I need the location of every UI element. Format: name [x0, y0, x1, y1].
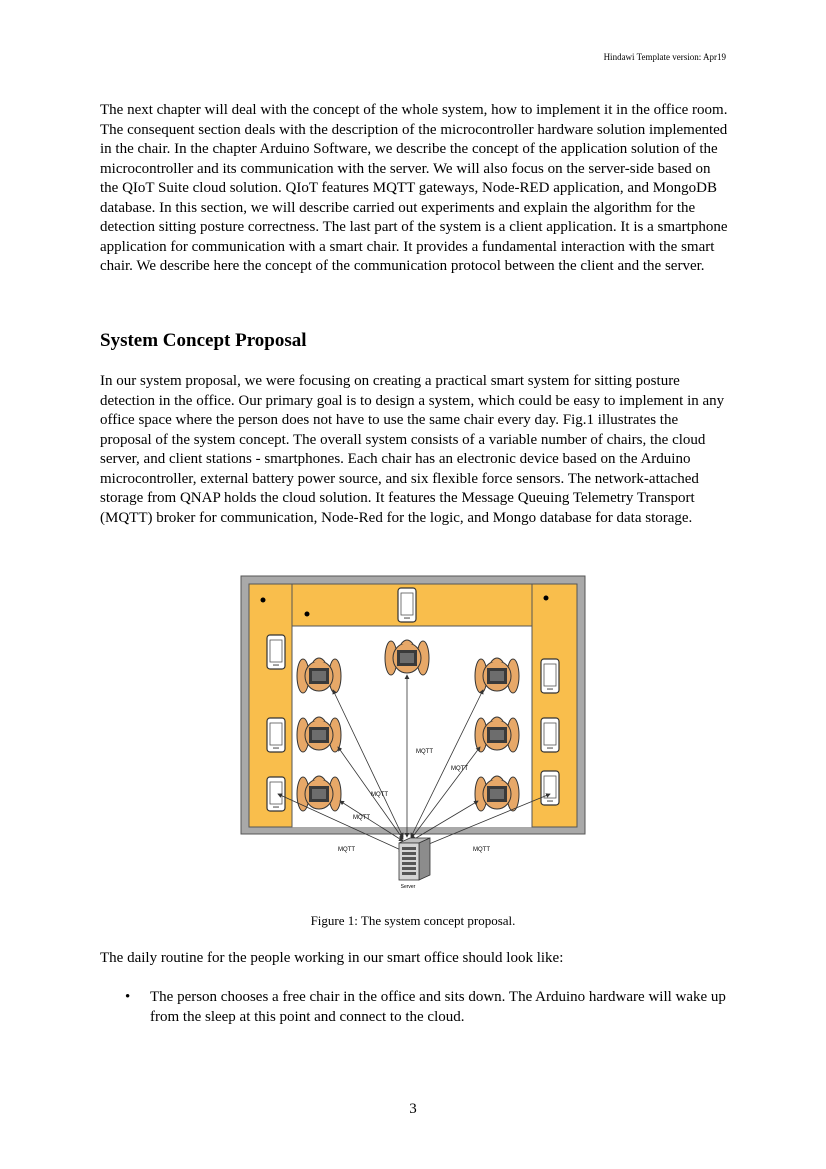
- mqtt-label: MQTT: [338, 847, 355, 853]
- intro-paragraph: The next chapter will deal with the concept of the whole system, how to implement it in the office room. The consequent section deals with the description of the microcontroller hardware solution implemented in the chair. In the chapter Arduino Software, we describe the concept of the application solution of the microcontroller and its communication with the server. We will also focus on the server-side based on the QIoT Suite cloud solution. QIoT features MQTT gateways, Node-RED application, and MongoDB database. In this section, we will describe carried out experiments and explain the algorithm for the detection sitting posture correctness. The last part of the system is a client application. It is a smartphone application for communication with a smart chair. It provides a fundamental interaction with the smart chair. We describe here the concept of the communication protocol between the client and the server.: [100, 102, 728, 274]
- desk-marker: [261, 598, 266, 603]
- section-heading: System Concept Proposal: [100, 330, 307, 351]
- page-number: 3: [409, 1101, 417, 1117]
- mqtt-label: MQTT: [353, 815, 370, 821]
- desk-marker: [305, 612, 310, 617]
- desk-marker: [544, 596, 549, 601]
- smart-chair-icon: [297, 717, 341, 752]
- smart-chair-icon: [385, 640, 429, 675]
- system-concept-figure: [240, 575, 586, 895]
- smart-chair-icon: [475, 776, 519, 811]
- mqtt-label: MQTT: [473, 847, 490, 853]
- routine-paragraph: The daily routine for the people working in our smart office should look like:: [100, 950, 564, 966]
- smartphone-icon: [541, 771, 559, 805]
- smart-chair-icon: [475, 658, 519, 693]
- server-label: Server: [400, 884, 416, 890]
- bullet-icon: •: [125, 989, 131, 1005]
- smart-chair-icon: [297, 658, 341, 693]
- smartphone-icon: [541, 718, 559, 752]
- mqtt-label: MQTT: [451, 766, 468, 772]
- template-version-header: Hindawi Template version: Apr19: [603, 52, 726, 62]
- figure-caption: Figure 1: The system concept proposal.: [310, 913, 516, 928]
- smartphone-icon: [267, 777, 285, 811]
- server-icon: [399, 838, 430, 880]
- smartphone-icon: [541, 659, 559, 693]
- mqtt-label: MQTT: [416, 749, 433, 755]
- smartphone-icon: [267, 718, 285, 752]
- list-item-text: The person chooses a free chair in the office and sits down. The Arduino hardware will wake up from the sleep at this point and connect to the cloud.: [150, 989, 726, 1025]
- smartphone-icon: [267, 635, 285, 669]
- mqtt-label: MQTT: [371, 792, 388, 798]
- section-paragraph: In our system proposal, we were focusing on creating a practical smart system for sitting posture detection in the office. Our primary goal is to design a system, which could be easy to implement in any office space where the person does not have to use the same chair every day. Fig.1 illustrates the proposal of the system concept. The overall system consists of a variable number of chairs, the cloud server, and client stations - smartphones. Each chair has an electronic device based on the Arduino microcontroller, external battery power source, and six flexible force sensors. The network-attached storage from QNAP holds the cloud solution. It features the Message Queuing Telemetry Transport (MQTT) broker for communication, Node-Red for the logic, and Mongo database for data storage.: [100, 373, 725, 526]
- smartphone-icon: [398, 588, 416, 622]
- smart-chair-icon: [475, 717, 519, 752]
